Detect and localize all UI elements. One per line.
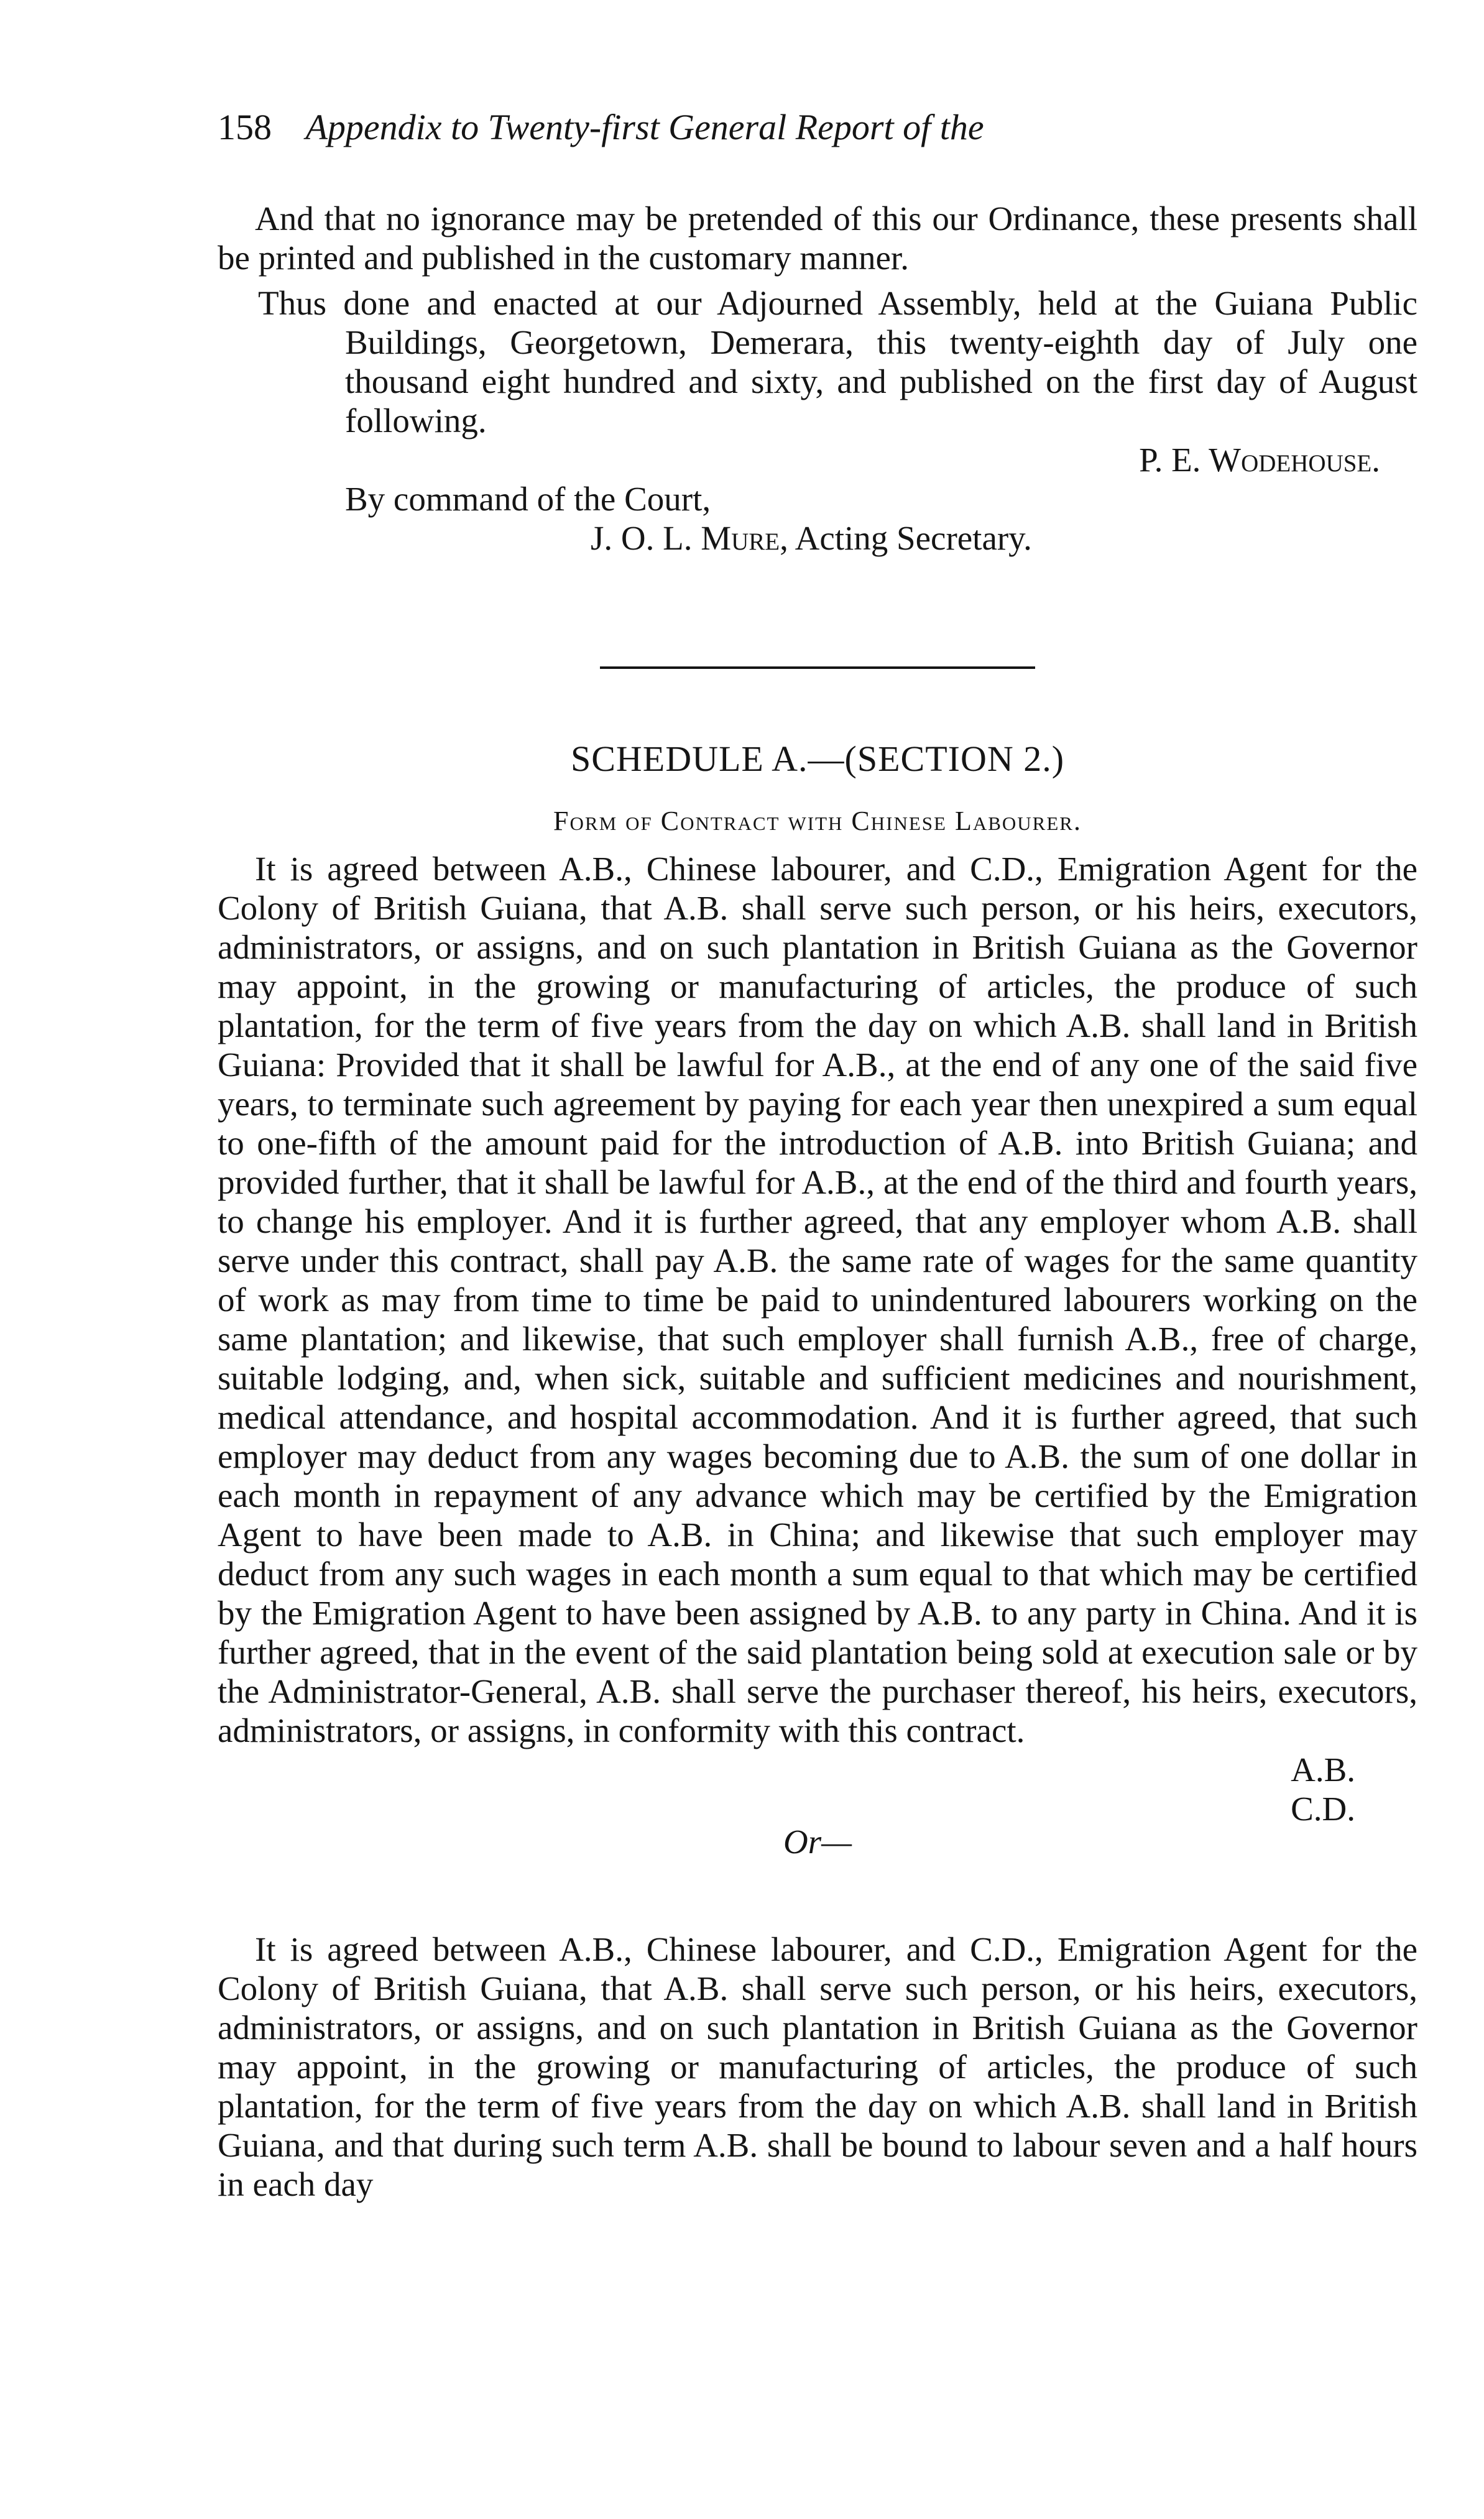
document-page [218, 106, 1417, 2204]
ordinance-closing-paragraph: And that no ignorance may be pretended of this our Ordinance, these presents shall be printed and published in the customary manner. [218, 199, 1417, 277]
form-title: Form of Contract with Chinese Labourer. [553, 806, 1082, 837]
secretary-title: Acting Secretary. [795, 518, 1032, 557]
governor-name: P. E. Wodehouse. [1139, 440, 1380, 479]
contract-paragraph-2: It is agreed between A.B., Chinese labourer, and C.D., Emigration Agent for the Colony of British Guiana, that A.B. shall serve such person, or his heirs, executors, administrators, or assigns, and on such plantation in British Guiana as the Governor may appoint, in the growing or manufacturing of articles, the produce of such plantation, for the term of five years from the day on which A.B. shall land in British Guiana, and that during such term A.B. shall be bound to labour seven and a half hours in each day [218, 1930, 1417, 2204]
secretary-name: J. O. L. Mure, [591, 518, 788, 557]
schedule-heading: SCHEDULE A.—(SECTION 2.) [570, 738, 1065, 779]
page-number: 158 [218, 107, 272, 147]
contract-paragraph-1: It is agreed between A.B., Chinese labourer, and C.D., Emigration Agent for the Colony of British Guiana, that A.B. shall serve such person, or his heirs, executors, administrators, or assigns, and on such plantation in British Guiana as the Governor may appoint, in the growing or manufacturing of articles, the produce of such plantation, for the term of five years from the day on which A.B. shall land in British Guiana: Provided that it shall be lawful for A.B., at the end of any one of the said five years, to terminate such agreement by paying for each year then unexpired a sum equal to one-fifth of the amount paid for the introduction of A.B. into British Guiana; and provided further, that it shall be lawful for A.B., at the end of the third and fourth years, to change his employer. And it is further agreed, that any employer whom A.B. shall serve under this contract, shall pay A.B. the same rate of wages for the same quantity of work as may from time to time be paid to unindentured labourers working on the same plantation; and likewise, that such employer shall furnish A.B., free of charge, suitable lodging, and, when sick, suitable and sufficient medicines and nourishment, medical attendance, and hospital accommodation. And it is further agreed, that such employer may deduct from any wages becoming due to A.B. the sum of one dollar in each month in repayment of any advance which may be certified by the Emigration Agent to have been made to A.B. in China; and likewise that such employer may deduct from any such wages in each month a sum equal to that which may be certified by the Emigration Agent to have been assigned by A.B. to any party in China. And it is further agreed, that in the event of the said plantation being sold at execution sale or by the Administrator-General, A.B. shall serve the purchaser thereof, his heirs, executors, administrators, or assigns, in conformity with this contract. [218, 850, 1417, 1750]
signature-cd: C.D. [1291, 1790, 1355, 1828]
running-head [218, 106, 1417, 149]
signature-ab: A.B. [1291, 1751, 1355, 1789]
enactment-paragraph: Thus done and enacted at our Adjourned Assembly, held at the Guiana Public Buildings, Georgetown, Demerara, this twenty-eighth day of July one thousand eight hundred and sixty, and published on the first day of August following. [258, 283, 1417, 440]
section-divider-rule [600, 666, 1035, 669]
governor-signature [218, 440, 1417, 479]
by-command-line: By command of the Court, [345, 479, 711, 518]
or-separator: Or— [783, 1823, 852, 1861]
contract-signatures [218, 1750, 1417, 1828]
secretary-signature [218, 518, 1417, 558]
running-head-title: Appendix to Twenty-first General Report of the [305, 107, 984, 147]
